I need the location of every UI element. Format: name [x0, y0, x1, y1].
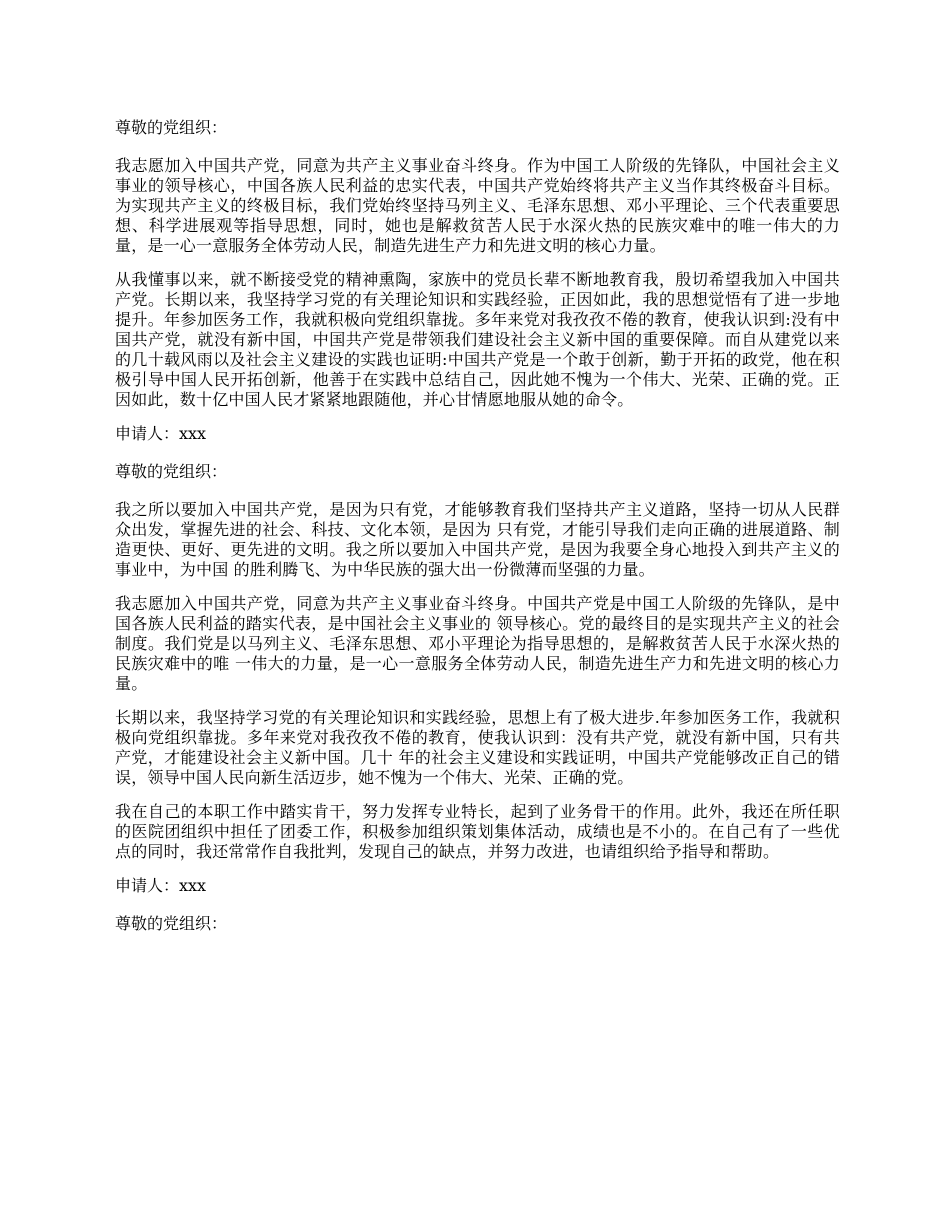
paragraph: 从我懂事以来，就不断接受党的精神熏陶，家族中的党员长辈不断地教育我，殷切希望我加入中国共产党。长期以来，我坚持学习党的有关理论知识和实践经验，正因如此，我的思想觉悟有了进一步地提升。年参加医务工作，我就积极向党组织靠拢。多年来党对我孜孜不倦的教育，使我认识到:没有中国共产党，就没有新中国，中国共产党是带领我们建设社会主义新中国的重要保障。而自从建党以来的几十载风雨以及社会主义建设的实践也证明:中国共产党是一个敢于创新，勤于开拓的政党，他在积极引导中国人民开拓创新，他善于在实践中总结自己，因此她不愧为一个伟大、光荣、正确的党。正因如此，数十亿中国人民才紧紧地跟随他，并心甘情愿地服从她的命令。 [115, 270, 840, 409]
paragraph: 我志愿加入中国共产党，同意为共产主义事业奋斗终身。中国共产党是中国工人阶级的先锋队，是中国各族人民利益的踏实代表，是中国社会主义事业的 领导核心。党的最终目的是实现共产主义的社会制度。我们党是以马列主义、毛泽东思想、邓小平理论为指导思想的，是解救贫苦人民于水深火热的民族灾难中的唯 一伟大的力量，是一心一意服务全体劳动人民，制造先进生产力和先进文明的核心力量。 [115, 594, 840, 693]
applicant-signature: 申请人：xxx [115, 876, 207, 895]
salutation: 尊敬的党组织： [115, 118, 228, 137]
applicant-signature: 申请人：xxx [115, 424, 207, 443]
salutation: 尊敬的党组织： [115, 462, 228, 481]
document-page [115, 118, 840, 952]
salutation: 尊敬的党组织： [115, 914, 228, 933]
paragraph: 长期以来，我坚持学习党的有关理论知识和实践经验，思想上有了极大进步.年参加医务工作，我就积极向党组织靠拢。多年来党对我孜孜不倦的教育，使我认识到：没有共产党，就没有新中国，只有共产党，才能建设社会主义新中国。几十 年的社会主义建设和实践证明，中国共产党能够改正自己的错误，领导中国人民向新生活迈步，她不愧为一个伟大、光荣、正确的党。 [115, 708, 840, 787]
paragraph: 我之所以要加入中国共产党，是因为只有党，才能够教育我们坚持共产主义道路，坚持一切从人民群众出发，掌握先进的社会、科技、文化本领，是因为 只有党，才能引导我们走向正确的进展道路、制造更快、更好、更先进的文明。我之所以要加入中国共产党，是因为我要全身心地投入到共产主义的事业中，为中国 的胜利腾飞、为中华民族的强大出一份微薄而坚强的力量。 [115, 500, 840, 579]
paragraph: 我志愿加入中国共产党，同意为共产主义事业奋斗终身。作为中国工人阶级的先锋队，中国社会主义事业的领导核心，中国各族人民利益的忠实代表，中国共产党始终将共产主义当作其终极奋斗目标。为实现共产主义的终极目标，我们党始终坚持马列主义、毛泽东思想、邓小平理论、三个代表重要思想、科学进展观等指导思想，同时，她也是解救贫苦人民于水深火热的民族灾难中的唯一伟大的力量，是一心一意服务全体劳动人民，制造先进生产力和先进文明的核心力量。 [115, 156, 840, 255]
paragraph: 我在自己的本职工作中踏实肯干，努力发挥专业特长，起到了业务骨干的作用。此外，我还在所任职的医院团组织中担任了团委工作，积极参加组织策划集体活动，成绩也是不小的。在自己有了一些优点的同时，我还常常作自我批判，发现自己的缺点，并努力改进，也请组织给予指导和帮助。 [115, 802, 840, 861]
